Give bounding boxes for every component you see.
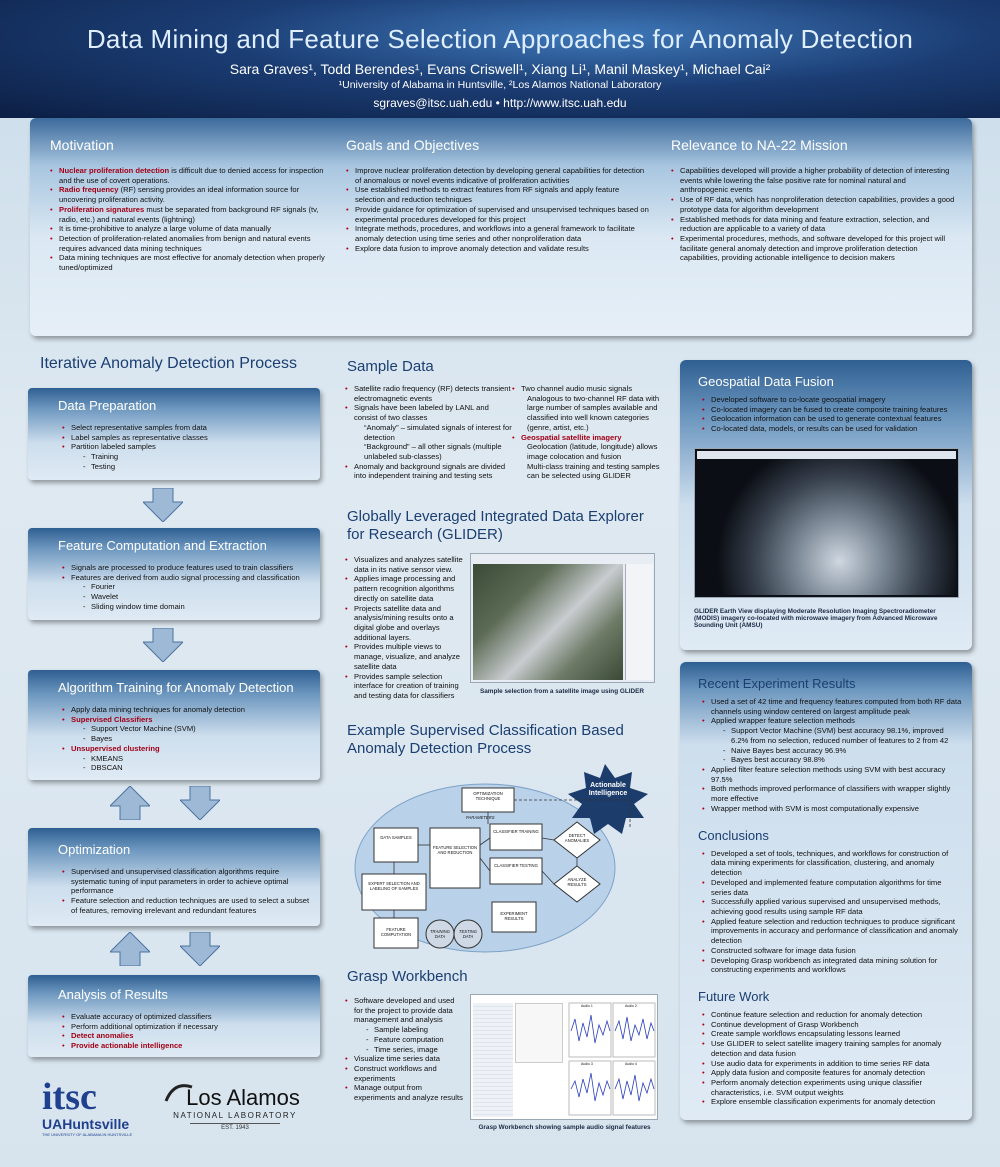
audio-plot-label: Audio 1	[581, 1004, 593, 1008]
analysis-list	[28, 1002, 320, 1051]
list-item: • Apply data mining techniques for anomaly detection	[62, 705, 320, 715]
list-item: • Visualizes and analyzes satellite data in its native sensor view.	[345, 555, 470, 574]
lanl-logo-text: Los Alamos	[186, 1085, 300, 1110]
sample-data-left	[345, 384, 513, 481]
list-item: • Improve nuclear proliferation detection by developing general capabilities for detection of anomalous or novel events indicative of proliferation activities	[346, 166, 651, 185]
list-item: • Select representative samples from data	[62, 423, 320, 433]
list-item: • Proliferation signatures must be separated from background RF signals (tv, radio, etc.) and natural events (lightning)	[50, 205, 325, 224]
motivation-title: Motivation	[50, 137, 114, 153]
list-item: • Successfully applied various supervised and unsupervised methods, achieving good results using sample RF data	[702, 897, 962, 916]
analysis-title: Analysis of Results	[58, 987, 168, 1002]
list-item: • Integrate methods, procedures, and workflows into a general framework to facilitate anomaly detection using time series and other nonproliferation data	[346, 224, 651, 243]
arrow-down-icon	[143, 488, 183, 522]
relevance-list	[671, 166, 956, 263]
contact: sgraves@itsc.uah.edu • http://www.itsc.uah.edu	[373, 96, 627, 110]
list-item: • Applied wrapper feature selection methods - Support Vector Machine (SVM) best accuracy 98.1%, improved 6.2% from no selection, reduced number of features to 2 from 42 - Naive Bayes best accuracy 96.9% - Bayes best accuracy 98.8%	[702, 716, 962, 765]
optimization-list	[28, 857, 320, 916]
list-item: • Developed and implemented feature computation algorithms for time series data	[702, 878, 962, 897]
glider-caption: Sample selection from a satellite image using GLIDER	[479, 688, 645, 695]
goals-list	[346, 166, 651, 253]
itsc-logo	[42, 1078, 162, 1137]
list-item: • Software developed and used for the project to provide data management and analysis - Sample labeling - Feature computation - Time series, image	[345, 996, 463, 1054]
actionable-badge: Actionable Intelligence	[588, 782, 628, 798]
list-item: • Developed software to co-locate geospatial imagery	[702, 395, 962, 405]
lanl-logo-est: EST. 1943	[190, 1123, 280, 1131]
sample-data-title: Sample Data	[347, 358, 434, 375]
list-item: • Nuclear proliferation detection is difficult due to denied access for inspection and the use of covert operations.	[50, 166, 325, 185]
sample-data-right	[512, 384, 660, 481]
diagram-label: TESTING DATA	[458, 929, 478, 939]
diagram-label: PARAMETERS	[466, 815, 495, 820]
geo-fusion-title: Geospatial Data Fusion	[698, 374, 834, 389]
poster-header	[0, 0, 1000, 118]
list-item: • Established methods for data mining and feature extraction, selection, and reduction are applicable to a variety of data	[671, 215, 956, 234]
list-item: • Manage output from experiments and analyze results	[345, 1083, 463, 1102]
diagram-label: DETECT ANOMALIES	[564, 833, 590, 843]
list-item: • Anomaly and background signals are divided into independent training and testing sets	[345, 462, 513, 481]
motivation-list	[50, 166, 325, 273]
list-item: • Applied feature selection and reduction techniques to produce significant improvements in accuracy and performance of classification and anomaly detection	[702, 917, 962, 946]
audio-plot-label: Audio 2	[625, 1004, 637, 1008]
glider-title: Globally Leveraged Integrated Data Explorer for Research (GLIDER)	[347, 508, 644, 543]
affiliations: ¹University of Alabama in Huntsville, ²Los Alamos National Laboratory	[338, 79, 662, 91]
list-item: • Use audio data for experiments in addition to time series RF data	[702, 1059, 962, 1069]
feature-panel	[28, 528, 320, 620]
goals-title: Goals and Objectives	[346, 137, 480, 153]
analysis-panel	[28, 975, 320, 1057]
diagram-label: TRAINING DATA	[429, 929, 450, 939]
list-item: • Unsupervised clustering - KMEANS - DBSCAN	[62, 744, 320, 773]
itsc-logo-text: itsc	[42, 1076, 97, 1118]
grasp-title: Grasp Workbench	[347, 968, 468, 985]
uah-logo-sub: THE UNIVERSITY OF ALABAMA IN HUNTSVILLE	[42, 1132, 133, 1137]
audio-plot-label: Audio 4	[625, 1062, 637, 1066]
list-item: • Data mining techniques are most effective for anomaly detection when properly tuned/optimized	[50, 253, 325, 272]
list-item: • Two channel audio music signals Analogous to two-channel RF data with large number of samples available and classified into well known categories (genre, artist, etc.)	[512, 384, 660, 433]
optimization-panel	[28, 828, 320, 926]
future-title: Future Work	[698, 988, 770, 1004]
list-item: • Perform anomaly detection experiments using unique classifier characteristics, i.e. SVM output weights	[702, 1078, 962, 1097]
diagram-label: EXPERIMENT RESULTS	[500, 911, 528, 921]
future-list	[680, 1004, 972, 1107]
list-item: • Evaluate accuracy of optimized classifiers	[62, 1012, 320, 1022]
list-item: • Both methods improved performance of classifiers with wrapper slightly more effective	[702, 784, 962, 803]
list-item: • Explore ensemble classification experiments for anomaly detection	[702, 1097, 962, 1107]
feature-list	[28, 553, 320, 612]
list-item: • Use of RF data, which has nonproliferation detection capabilities, provides a good prototype data for algorithm development	[671, 195, 956, 214]
list-item: • Create sample workflows encapsulating lessons learned	[702, 1029, 962, 1039]
geo-fusion-panel	[680, 360, 972, 650]
list-item: • Applied filter feature selection methods using SVM with best accuracy 97.5%	[702, 765, 962, 784]
list-item: • Experimental procedures, methods, and software developed for this project will facilitate general anomaly detection and improve proliferation detection capabilities, providing actionable intelligence to decision makers	[671, 234, 956, 263]
list-item: • Explore data fusion to improve anomaly detection and validate results	[346, 244, 651, 254]
authors: Sara Graves¹, Todd Berendes¹, Evans Criswell¹, Xiang Li¹, Manil Maskey¹, Michael Cai²	[229, 61, 771, 77]
diagram-labels	[350, 758, 660, 956]
list-item: • Detect anomalies	[62, 1031, 320, 1041]
diagram-label: EXPERT SELECTION AND LABELING OF SAMPLES	[368, 881, 420, 891]
list-item: • Use GLIDER to select satellite imagery training samples for anomaly detection and data fusion	[702, 1039, 962, 1058]
lanl-logo-sub: NATIONAL LABORATORY	[173, 1111, 297, 1120]
geo-fusion-list	[680, 389, 972, 434]
training-title: Algorithm Training for Anomaly Detection	[58, 680, 294, 695]
list-item: • Features are derived from audio signal processing and classification - Fourier - Wavelet - Sliding window time domain	[62, 573, 320, 612]
results-panel	[680, 662, 972, 1120]
diagram-label: FEATURE COMPUTATION	[380, 927, 412, 937]
diagram-label: CLASSIFIER TRAINING	[493, 829, 539, 834]
diagram-label: FEATURE SELECTION AND REDUCTION	[432, 845, 478, 855]
list-item: • Co-located imagery can be fused to create composite training features	[702, 405, 962, 415]
list-item: • Use established methods to extract features from RF signals and apply feature selection and reduction techniques	[346, 185, 651, 204]
conclusions-list	[680, 843, 972, 975]
relevance-title: Relevance to NA-22 Mission	[671, 137, 848, 153]
glider-earth-screenshot	[694, 448, 959, 598]
uah-logo-text: UAHuntsville	[42, 1116, 130, 1132]
list-item: • Projects satellite data and analysis/mining results onto a digital globe and overlays additional layers.	[345, 604, 470, 643]
process-title: Iterative Anomaly Detection Process	[40, 355, 298, 372]
data-prep-title: Data Preparation	[58, 398, 157, 413]
grasp-screenshot	[470, 994, 658, 1120]
list-item: • Constructed software for image data fusion	[702, 946, 962, 956]
list-item: • Continue feature selection and reduction for anomaly detection	[702, 1010, 962, 1020]
list-item: • Signals have been labeled by LANL and consist of two classes “Anomaly” – simulated signals of interest for detection “Background” – all other signals (multiple unlabeled sub-classes)	[345, 403, 513, 461]
grasp-caption: Grasp Workbench showing sample audio signal features	[478, 1124, 651, 1131]
list-item: • Used a set of 42 time and frequency features computed from both RF data channels using window centered on largest amplitude peak	[702, 697, 962, 716]
poster-title: Data Mining and Feature Selection Approaches for Anomaly Detection	[86, 24, 914, 54]
data-prep-list	[28, 413, 320, 472]
list-item: • Radio frequency (RF) sensing provides an ideal information source for uncovering proliferation activity.	[50, 185, 325, 204]
list-item: • Geolocation information can be used to generate contextual features	[702, 414, 962, 424]
list-item: • Capabilities developed will provide a higher probability of detection of interesting events while lowering the false positive rate for nominal natural and anthropogenic events	[671, 166, 956, 195]
arrow-down-icon	[180, 786, 220, 820]
lanl-logo	[160, 1085, 310, 1131]
results-title: Recent Experiment Results	[698, 676, 856, 691]
arrow-up-icon	[110, 932, 150, 966]
optimization-title: Optimization	[58, 842, 131, 857]
lanl-swoosh-icon	[164, 1081, 194, 1103]
diagram-label: ANALYZE RESULTS	[567, 877, 587, 887]
list-item: • Provide actionable intelligence	[62, 1041, 320, 1051]
diagram-label: OPTIMIZATION TECHNIQUE	[473, 791, 503, 801]
data-prep-panel	[28, 388, 320, 480]
list-item: • Label samples as representative classes	[62, 433, 320, 443]
list-item: • Detection of proliferation-related anomalies from benign and natural events requires advanced data mining techniques	[50, 234, 325, 253]
list-item: • Satellite radio frequency (RF) detects transient electromagnetic events	[345, 384, 513, 403]
arrow-down-icon	[143, 628, 183, 662]
diagram-label: DATA SAMPLES	[380, 835, 412, 840]
list-item: • Provides multiple views to manage, visualize, and analyze satellite data	[345, 642, 470, 671]
audio-plot-label: Audio 3	[581, 1062, 593, 1066]
geo-fusion-caption: GLIDER Earth View displaying Moderate Resolution Imaging Spectroradiometer (MODIS) imagery co-located with microwave imagery from Advanced Microwave Sounding Unit (AMSU)	[694, 608, 938, 629]
list-item: • Wrapper method with SVM is most computationally expensive	[702, 804, 962, 814]
list-item: • Visualize time series data	[345, 1054, 463, 1064]
list-item: • Provides sample selection interface for creation of training and testing data for classifiers	[345, 672, 470, 701]
list-item: • Supervised and unsupervised classification algorithms require systematic tuning of input parameters in order to achieve optimal performance	[62, 867, 312, 896]
conclusions-title: Conclusions	[698, 827, 769, 843]
list-item: • Developing Grasp workbench as integrated data mining solution for constructing experiments and workflows	[702, 956, 962, 975]
grasp-list	[345, 996, 463, 1103]
list-item: • It is time-prohibitive to analyze a large volume of data manually	[50, 224, 325, 234]
list-item: • Applies image processing and pattern recognition algorithms directly on satellite data	[345, 574, 470, 603]
list-item: • Supervised Classifiers - Support Vector Machine (SVM) - Bayes	[62, 715, 320, 744]
list-item: • Geospatial satellite imagery Geolocation (latitude, longitude) allows image colocation and fusion Multi-class training and testing samples can be selected using GLIDER	[512, 433, 660, 482]
audio-plots	[567, 1001, 657, 1119]
arrow-down-icon	[180, 932, 220, 966]
example-title: Example Supervised Classification Based Anomaly Detection Process	[347, 722, 624, 757]
list-item: • Co-located data, models, or results can be used for validation	[702, 424, 962, 434]
training-panel	[28, 670, 320, 780]
top-panel	[30, 118, 972, 336]
results-list	[680, 691, 972, 814]
list-item: • Feature selection and reduction techniques are used to select a subset of features, removing irrelevant and redundant features	[62, 896, 312, 915]
list-item: • Signals are processed to produce features used to train classifiers	[62, 563, 320, 573]
diagram-label: CLASSIFIER TESTING	[494, 863, 538, 868]
list-item: • Developed a set of tools, techniques, and workflows for construction of data mining experiments for classification, clustering, and anomaly detection	[702, 849, 962, 878]
glider-screenshot	[470, 553, 655, 683]
list-item: • Partition labeled samples - Training - Testing	[62, 442, 320, 471]
list-item: • Apply data fusion and composite features for anomaly detection	[702, 1068, 962, 1078]
list-item: • Continue development of Grasp Workbench	[702, 1020, 962, 1030]
arrow-up-icon	[110, 786, 150, 820]
list-item: • Construct workflows and experiments	[345, 1064, 463, 1083]
list-item: • Provide guidance for optimization of supervised and unsupervised techniques based on experimental procedures developed for this project	[346, 205, 651, 224]
feature-title: Feature Computation and Extraction	[58, 538, 267, 553]
training-list	[28, 695, 320, 773]
glider-list	[345, 555, 470, 701]
list-item: • Perform additional optimization if necessary	[62, 1022, 320, 1032]
